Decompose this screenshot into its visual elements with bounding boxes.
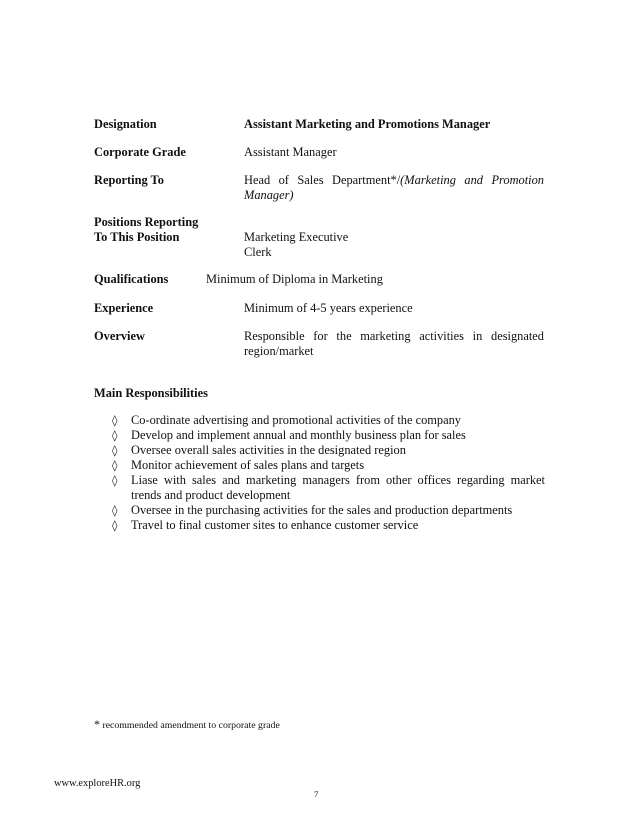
experience-label: Experience — [94, 301, 154, 315]
list-item-text: Monitor achievement of sales plans and targets — [131, 458, 365, 472]
designation-label: Designation — [94, 117, 157, 131]
reporting-to-value — [244, 173, 544, 203]
list-item-text: Liase with sales and marketing managers from other offices regarding market trends and product development — [131, 473, 545, 502]
list-item — [112, 473, 545, 503]
experience-value: Minimum of 4-5 years experience — [244, 301, 413, 315]
overview-label: Overview — [94, 329, 145, 343]
list-item — [112, 518, 545, 533]
responsibilities-list — [112, 413, 545, 533]
designation-value: Assistant Marketing and Promotions Manager — [244, 117, 491, 131]
diamond-bullet-icon: ◊ — [112, 519, 118, 532]
diamond-bullet-icon: ◊ — [112, 414, 118, 427]
reporting-to-main: Head of Sales Department*/ — [244, 173, 401, 187]
positions-reporting-label-line1: Positions Reporting — [94, 215, 199, 229]
positions-reporting-values — [244, 230, 544, 260]
corporate-grade-label: Corporate Grade — [94, 145, 186, 159]
responsibilities-heading: Main Responsibilities — [94, 386, 208, 400]
reporting-to-note: (Marketing and Promotion Manager) — [244, 173, 544, 202]
list-item — [112, 413, 545, 428]
list-item — [112, 443, 545, 458]
diamond-bullet-icon: ◊ — [112, 444, 118, 457]
diamond-bullet-icon: ◊ — [112, 429, 118, 442]
diamond-bullet-icon: ◊ — [112, 459, 118, 472]
qualifications-label: Qualifications — [94, 272, 169, 286]
list-item — [112, 503, 545, 518]
positions-reporting-label — [94, 215, 198, 245]
qualifications-value: Minimum of Diploma in Marketing — [206, 272, 383, 286]
reporting-to-label: Reporting To — [94, 173, 164, 187]
list-item-text: Oversee overall sales activities in the designated region — [131, 443, 406, 457]
diamond-bullet-icon: ◊ — [112, 474, 118, 487]
list-item — [112, 428, 545, 443]
positions-reporting-value: Marketing Executive — [244, 230, 349, 244]
positions-reporting-label-line2: To This Position — [94, 230, 180, 244]
list-item-text: Develop and implement annual and monthly business plan for sales — [131, 428, 466, 442]
footnote-text: recommended amendment to corporate grade — [100, 720, 280, 731]
list-item — [112, 458, 545, 473]
overview-value: Responsible for the marketing activities in designated region/market — [244, 329, 544, 358]
corporate-grade-value: Assistant Manager — [244, 145, 337, 159]
diamond-bullet-icon: ◊ — [112, 504, 118, 517]
footer-website: www.exploreHR.org — [54, 778, 141, 789]
positions-reporting-value: Clerk — [244, 245, 272, 259]
footnote — [94, 717, 280, 733]
list-item-text: Travel to final customer sites to enhance customer service — [131, 518, 419, 532]
list-item-text: Oversee in the purchasing activities for the sales and production departments — [131, 503, 513, 517]
page-number: 7 — [314, 789, 319, 799]
list-item-text: Co-ordinate advertising and promotional activities of the company — [131, 413, 461, 427]
footnote-mark: * — [94, 717, 100, 731]
